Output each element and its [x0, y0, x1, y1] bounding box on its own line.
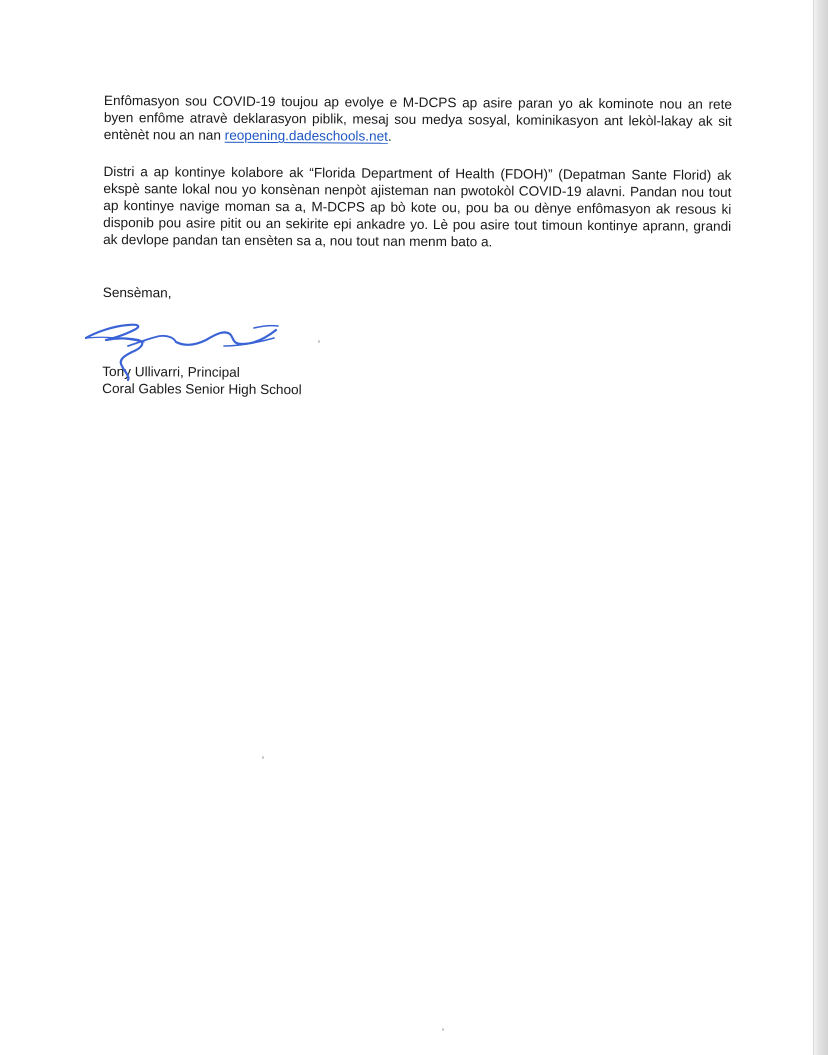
handwritten-signature	[84, 316, 294, 382]
scan-speck	[318, 340, 320, 343]
closing-salutation: Sensèman,	[102, 284, 172, 301]
signer-school: Coral Gables Senior High School	[102, 380, 302, 398]
paragraph-district-collaboration: Distri a ap kontinye kolabore ak “Florida Department of Health (FDOH)” (Depatman Sante Florid) ak ekspè sante lokal nou yo konsènan nenpòt ajisteman nan pwotokòl COVID-19 alavni. Pandan nou tout ap kontinye navige moman sa a, M-DCPS ap bò kote ou, pou ba ou dènye enfômasyon ak resous ki disponib pou asire pitit ou an sekirite epi ankadre yo. Lè pou asire tout timoun kontinye aprann, grandi ak devlope pandan tan ensèten sa a, nou tout nan menm bato a.	[103, 163, 732, 250]
signer-name: Tony Ullivarri, Principal	[102, 363, 240, 380]
paragraph-covid-updates	[104, 92, 732, 147]
reopening-link[interactable]: reopening.dadeschools.net	[224, 127, 388, 144]
page-edge-shadow	[813, 0, 828, 1055]
scan-speck	[442, 1028, 444, 1031]
paragraph-1-end: .	[387, 128, 392, 144]
paragraph-1-text: Enfômasyon sou COVID-19 toujou ap evolye e M-DCPS ap asire paran yo ak kominote nou an rete byen enfôme atravè deklarasyon piblik, mesaj sou medya sosyal, kominikasyon ant lekòl-lakay ak sit entènèt nou an nan	[103, 92, 732, 143]
scan-speck	[262, 756, 264, 759]
